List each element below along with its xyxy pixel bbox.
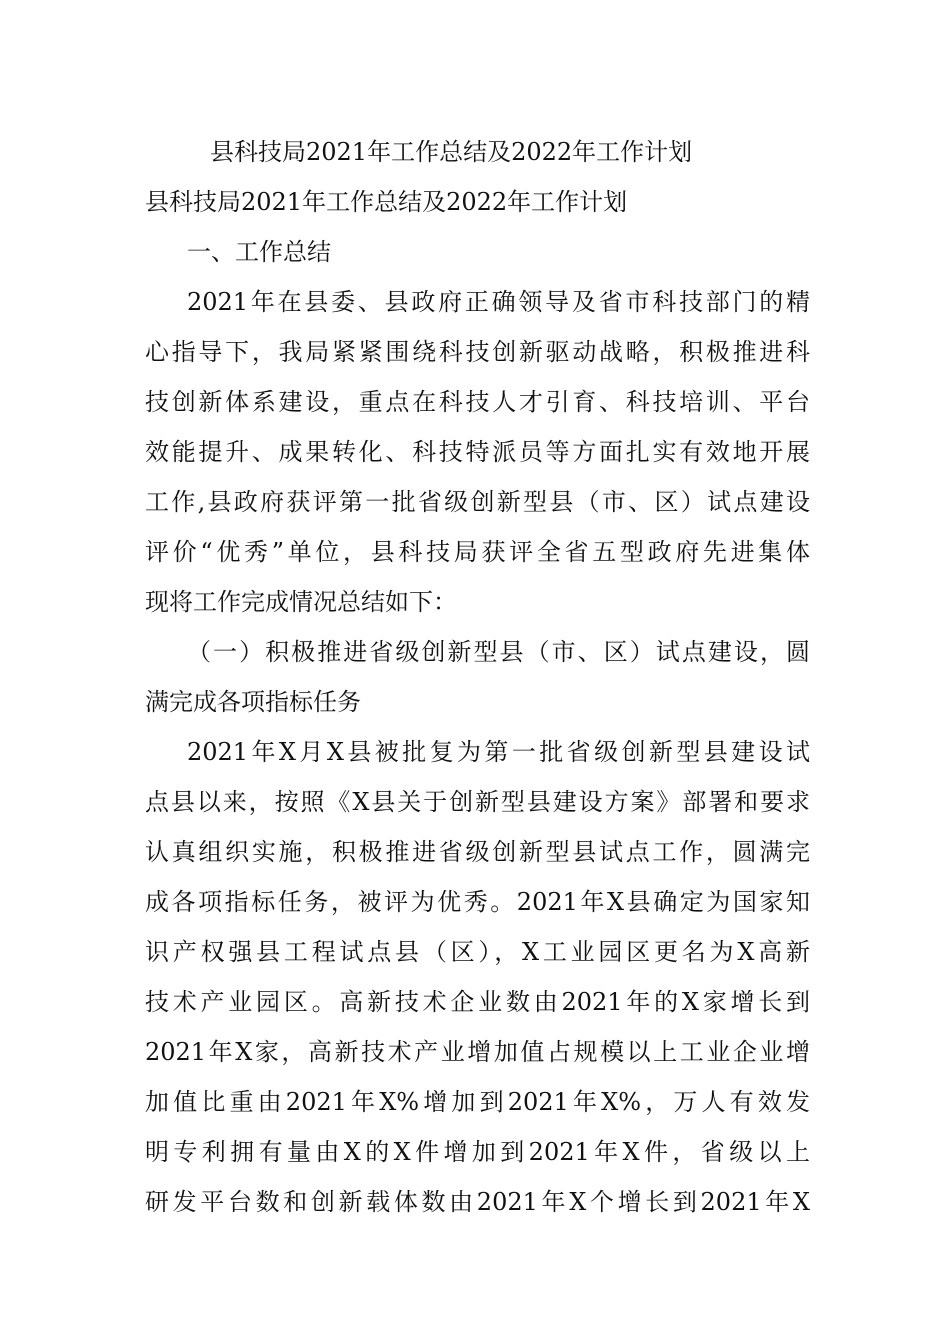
subtitle: 县科技局2021年工作总结及2022年工作计划	[145, 188, 628, 216]
subheading-line-2: 满完成各项指标任务	[145, 688, 361, 716]
paragraph-2-line-5: 识产权强县工程试点县（区），X工业园区更名为X高新	[145, 938, 810, 966]
paragraph-2-line-8: 加值比重由2021年X%增加到2021年X%，万人有效发	[145, 1088, 810, 1116]
paragraph-1-line-1: 2021年在县委、县政府正确领导及省市科技部门的精	[187, 288, 810, 316]
paragraph-2-line-10: 研发平台数和创新载体数由2021年X个增长到2021年X	[145, 1188, 810, 1216]
main-title: 县科技局2021年工作总结及2022年工作计划	[210, 138, 693, 166]
paragraph-1-line-5: 工作,县政府获评第一批省级创新型县（市、区）试点建设	[145, 488, 810, 516]
section-heading: 一、工作总结	[187, 238, 331, 266]
paragraph-1-line-6: 评价“优秀”单位，县科技局获评全省五型政府先进集体	[145, 538, 810, 566]
paragraph-1-line-3: 技创新体系建设，重点在科技人才引育、科技培训、平台	[145, 388, 810, 416]
paragraph-2-line-6: 技术产业园区。高新技术企业数由2021年的X家增长到	[145, 988, 810, 1016]
paragraph-2-line-3: 认真组织实施，积极推进省级创新型县试点工作，圆满完	[145, 838, 810, 866]
paragraph-2-line-2: 点县以来，按照《X县关于创新型县建设方案》部署和要求	[145, 788, 810, 816]
paragraph-1-line-2: 心指导下，我局紧紧围绕科技创新驱动战略，积极推进科	[145, 338, 810, 366]
paragraph-1-line-4: 效能提升、成果转化、科技特派员等方面扎实有效地开展	[145, 438, 810, 466]
paragraph-2-line-4: 成各项指标任务，被评为优秀。2021年X县确定为国家知	[145, 888, 810, 916]
paragraph-1-line-7: 现将工作完成情况总结如下：	[145, 588, 457, 616]
paragraph-2-line-9: 明专利拥有量由X的X件增加到2021年X件，省级以上	[145, 1138, 810, 1166]
subheading-line-1: （一）积极推进省级创新型县（市、区）试点建设，圆	[187, 638, 810, 666]
paragraph-2-line-7: 2021年X家，高新技术产业增加值占规模以上工业企业增	[145, 1038, 810, 1066]
paragraph-2-line-1: 2021年X月X县被批复为第一批省级创新型县建设试	[187, 738, 810, 766]
